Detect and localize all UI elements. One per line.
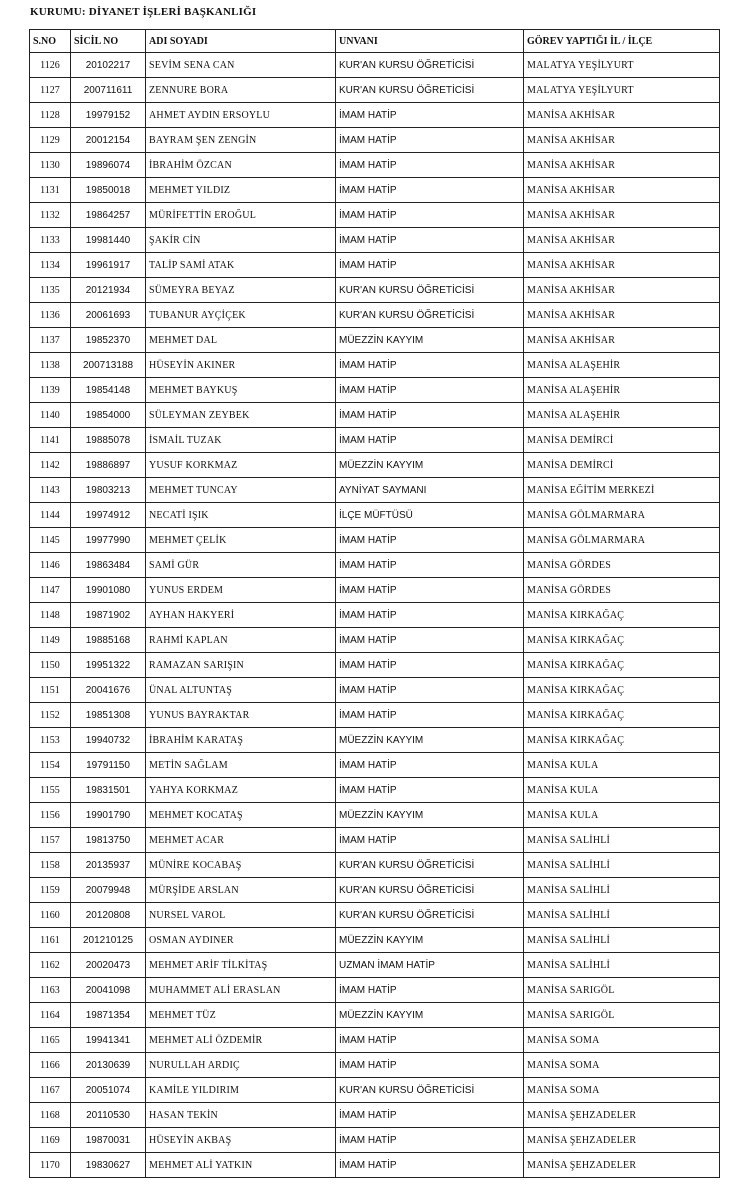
table-body <box>30 53 720 1178</box>
cell-title: İMAM HATİP <box>336 678 524 703</box>
cell-name: MEHMET ALİ ÖZDEMİR <box>146 1028 336 1053</box>
cell-sicil-no: 20051074 <box>71 1078 146 1103</box>
table-row <box>30 253 720 278</box>
table-row <box>30 103 720 128</box>
cell-title: MÜEZZİN KAYYIM <box>336 328 524 353</box>
cell-title: AYNİYAT SAYMANI <box>336 478 524 503</box>
cell-name: İSMAİL TUZAK <box>146 428 336 453</box>
cell-sicil-no: 19901080 <box>71 578 146 603</box>
cell-sicil-no: 19885168 <box>71 628 146 653</box>
cell-name: MEHMET KOCATAŞ <box>146 803 336 828</box>
cell-location: MALATYA YEŞİLYURT <box>524 53 720 78</box>
cell-location: MANİSA ŞEHZADELER <box>524 1103 720 1128</box>
cell-sno: 1165 <box>30 1028 71 1053</box>
cell-sno: 1141 <box>30 428 71 453</box>
cell-title: KUR'AN KURSU ÖĞRETİCİSİ <box>336 53 524 78</box>
cell-title: İMAM HATİP <box>336 653 524 678</box>
cell-name: SÜMEYRA BEYAZ <box>146 278 336 303</box>
cell-location: MANİSA SALİHLİ <box>524 953 720 978</box>
table-row <box>30 428 720 453</box>
cell-title: İMAM HATİP <box>336 1153 524 1178</box>
cell-title: İMAM HATİP <box>336 778 524 803</box>
cell-location: MANİSA SALİHLİ <box>524 828 720 853</box>
cell-location: MALATYA YEŞİLYURT <box>524 78 720 103</box>
table-row <box>30 203 720 228</box>
cell-name: NURSEL VAROL <box>146 903 336 928</box>
cell-sno: 1156 <box>30 803 71 828</box>
table-row <box>30 1003 720 1028</box>
cell-sno: 1126 <box>30 53 71 78</box>
cell-name: AHMET AYDIN ERSOYLU <box>146 103 336 128</box>
cell-title: İMAM HATİP <box>336 353 524 378</box>
cell-title: İMAM HATİP <box>336 428 524 453</box>
cell-title: MÜEZZİN KAYYIM <box>336 928 524 953</box>
cell-name: HASAN TEKİN <box>146 1103 336 1128</box>
cell-title: İMAM HATİP <box>336 1053 524 1078</box>
cell-sicil-no: 19979152 <box>71 103 146 128</box>
cell-sno: 1150 <box>30 653 71 678</box>
cell-location: MANİSA KULA <box>524 778 720 803</box>
cell-name: SEVİM SENA CAN <box>146 53 336 78</box>
cell-location: MANİSA AKHİSAR <box>524 303 720 328</box>
table-header-row <box>30 30 720 53</box>
cell-name: MÜRİFETTİN EROĞUL <box>146 203 336 228</box>
cell-sicil-no: 20121934 <box>71 278 146 303</box>
cell-title: UZMAN İMAM HATİP <box>336 953 524 978</box>
header-name: ADI SOYADI <box>146 30 336 53</box>
table-row <box>30 1078 720 1103</box>
cell-sno: 1167 <box>30 1078 71 1103</box>
cell-sicil-no: 19901790 <box>71 803 146 828</box>
cell-location: MANİSA SALİHLİ <box>524 878 720 903</box>
cell-sicil-no: 19854148 <box>71 378 146 403</box>
cell-title: İMAM HATİP <box>336 628 524 653</box>
table-row <box>30 678 720 703</box>
cell-sicil-no: 19850018 <box>71 178 146 203</box>
cell-title: İMAM HATİP <box>336 178 524 203</box>
cell-title: MÜEZZİN KAYYIM <box>336 453 524 478</box>
cell-title: KUR'AN KURSU ÖĞRETİCİSİ <box>336 278 524 303</box>
cell-sicil-no: 19791150 <box>71 753 146 778</box>
cell-name: İBRAHİM ÖZCAN <box>146 153 336 178</box>
cell-sno: 1158 <box>30 853 71 878</box>
cell-sicil-no: 200713188 <box>71 353 146 378</box>
cell-sicil-no: 19863484 <box>71 553 146 578</box>
cell-location: MANİSA DEMİRCİ <box>524 453 720 478</box>
cell-name: ŞAKİR CİN <box>146 228 336 253</box>
cell-title: KUR'AN KURSU ÖĞRETİCİSİ <box>336 303 524 328</box>
cell-sicil-no: 19981440 <box>71 228 146 253</box>
institution-heading: KURUMU: DİYANET İŞLERİ BAŞKANLIĞI <box>30 6 257 18</box>
cell-location: MANİSA KULA <box>524 753 720 778</box>
cell-sno: 1168 <box>30 1103 71 1128</box>
cell-name: RAMAZAN SARIŞIN <box>146 653 336 678</box>
cell-sicil-no: 20041676 <box>71 678 146 703</box>
cell-sno: 1166 <box>30 1053 71 1078</box>
table-row <box>30 303 720 328</box>
cell-sno: 1133 <box>30 228 71 253</box>
cell-sicil-no: 201210125 <box>71 928 146 953</box>
cell-name: MEHMET ÇELİK <box>146 528 336 553</box>
cell-title: İMAM HATİP <box>336 578 524 603</box>
table-row <box>30 403 720 428</box>
cell-name: TALİP SAMİ ATAK <box>146 253 336 278</box>
table-row <box>30 553 720 578</box>
cell-name: MÜRŞİDE ARSLAN <box>146 878 336 903</box>
cell-location: MANİSA KULA <box>524 803 720 828</box>
cell-sno: 1136 <box>30 303 71 328</box>
cell-sicil-no: 19871354 <box>71 1003 146 1028</box>
cell-location: MANİSA AKHİSAR <box>524 253 720 278</box>
cell-name: KAMİLE YILDIRIM <box>146 1078 336 1103</box>
cell-title: KUR'AN KURSU ÖĞRETİCİSİ <box>336 878 524 903</box>
table-row <box>30 1103 720 1128</box>
cell-sicil-no: 19830627 <box>71 1153 146 1178</box>
cell-location: MANİSA SALİHLİ <box>524 928 720 953</box>
cell-location: MANİSA EĞİTİM MERKEZİ <box>524 478 720 503</box>
cell-title: İMAM HATİP <box>336 253 524 278</box>
cell-sicil-no: 19871902 <box>71 603 146 628</box>
cell-name: MÜNİRE KOCABAŞ <box>146 853 336 878</box>
cell-sno: 1135 <box>30 278 71 303</box>
table-row <box>30 503 720 528</box>
cell-sicil-no: 19951322 <box>71 653 146 678</box>
table-row <box>30 928 720 953</box>
cell-name: MEHMET BAYKUŞ <box>146 378 336 403</box>
cell-location: MANİSA KIRKAĞAÇ <box>524 628 720 653</box>
header-sno: S.NO <box>30 30 71 53</box>
cell-sno: 1153 <box>30 728 71 753</box>
cell-name: BAYRAM ŞEN ZENGİN <box>146 128 336 153</box>
table-row <box>30 278 720 303</box>
cell-sicil-no: 19852370 <box>71 328 146 353</box>
cell-location: MANİSA ALAŞEHİR <box>524 353 720 378</box>
cell-name: HÜSEYİN AKINER <box>146 353 336 378</box>
table-row <box>30 78 720 103</box>
cell-sicil-no: 20041098 <box>71 978 146 1003</box>
cell-sno: 1157 <box>30 828 71 853</box>
cell-sicil-no: 19831501 <box>71 778 146 803</box>
cell-name: MEHMET ARİF TİLKİTAŞ <box>146 953 336 978</box>
cell-sicil-no: 200711611 <box>71 78 146 103</box>
cell-sicil-no: 19885078 <box>71 428 146 453</box>
table-row <box>30 178 720 203</box>
table-row <box>30 53 720 78</box>
cell-title: İLÇE MÜFTÜSÜ <box>336 503 524 528</box>
cell-name: YUSUF KORKMAZ <box>146 453 336 478</box>
cell-sno: 1149 <box>30 628 71 653</box>
cell-sicil-no: 20079948 <box>71 878 146 903</box>
cell-sno: 1147 <box>30 578 71 603</box>
cell-location: MANİSA KIRKAĞAÇ <box>524 678 720 703</box>
cell-name: MEHMET TUNCAY <box>146 478 336 503</box>
cell-title: KUR'AN KURSU ÖĞRETİCİSİ <box>336 853 524 878</box>
cell-name: RAHMİ KAPLAN <box>146 628 336 653</box>
header-sicil-no: SİCİL NO <box>71 30 146 53</box>
table-row <box>30 728 720 753</box>
cell-title: İMAM HATİP <box>336 603 524 628</box>
cell-title: İMAM HATİP <box>336 103 524 128</box>
cell-sicil-no: 19961917 <box>71 253 146 278</box>
cell-title: İMAM HATİP <box>336 553 524 578</box>
cell-name: NECATİ IŞIK <box>146 503 336 528</box>
table-row <box>30 803 720 828</box>
cell-location: MANİSA KIRKAĞAÇ <box>524 653 720 678</box>
cell-sno: 1154 <box>30 753 71 778</box>
cell-location: MANİSA GÖLMARMARA <box>524 503 720 528</box>
cell-title: İMAM HATİP <box>336 153 524 178</box>
cell-sicil-no: 19813750 <box>71 828 146 853</box>
cell-sno: 1152 <box>30 703 71 728</box>
cell-location: MANİSA SALİHLİ <box>524 853 720 878</box>
cell-location: MANİSA AKHİSAR <box>524 203 720 228</box>
cell-title: İMAM HATİP <box>336 203 524 228</box>
table-row <box>30 603 720 628</box>
cell-title: İMAM HATİP <box>336 228 524 253</box>
cell-title: İMAM HATİP <box>336 1128 524 1153</box>
cell-sno: 1143 <box>30 478 71 503</box>
table-row <box>30 753 720 778</box>
cell-name: YUNUS BAYRAKTAR <box>146 703 336 728</box>
cell-sicil-no: 20135937 <box>71 853 146 878</box>
cell-sno: 1140 <box>30 403 71 428</box>
cell-title: KUR'AN KURSU ÖĞRETİCİSİ <box>336 78 524 103</box>
cell-sno: 1164 <box>30 1003 71 1028</box>
cell-sno: 1170 <box>30 1153 71 1178</box>
cell-title: İMAM HATİP <box>336 378 524 403</box>
cell-name: OSMAN AYDINER <box>146 928 336 953</box>
cell-location: MANİSA AKHİSAR <box>524 128 720 153</box>
cell-location: MANİSA ŞEHZADELER <box>524 1153 720 1178</box>
cell-title: MÜEZZİN KAYYIM <box>336 1003 524 1028</box>
cell-location: MANİSA ALAŞEHİR <box>524 403 720 428</box>
cell-sno: 1163 <box>30 978 71 1003</box>
cell-sno: 1129 <box>30 128 71 153</box>
table-row <box>30 1028 720 1053</box>
cell-name: ZENNURE BORA <box>146 78 336 103</box>
table-row <box>30 228 720 253</box>
cell-location: MANİSA AKHİSAR <box>524 228 720 253</box>
cell-location: MANİSA SARIGÖL <box>524 978 720 1003</box>
table-row <box>30 528 720 553</box>
cell-title: İMAM HATİP <box>336 128 524 153</box>
cell-sicil-no: 20130639 <box>71 1053 146 1078</box>
cell-title: İMAM HATİP <box>336 403 524 428</box>
cell-title: İMAM HATİP <box>336 1103 524 1128</box>
cell-sicil-no: 19851308 <box>71 703 146 728</box>
cell-location: MANİSA ŞEHZADELER <box>524 1128 720 1153</box>
cell-title: KUR'AN KURSU ÖĞRETİCİSİ <box>336 903 524 928</box>
cell-name: TUBANUR AYÇİÇEK <box>146 303 336 328</box>
cell-sicil-no: 19941341 <box>71 1028 146 1053</box>
table-row <box>30 903 720 928</box>
cell-name: MEHMET DAL <box>146 328 336 353</box>
table-row <box>30 828 720 853</box>
cell-location: MANİSA DEMİRCİ <box>524 428 720 453</box>
cell-title: İMAM HATİP <box>336 978 524 1003</box>
cell-sno: 1134 <box>30 253 71 278</box>
cell-location: MANİSA KIRKAĞAÇ <box>524 703 720 728</box>
table-row <box>30 328 720 353</box>
cell-name: ÜNAL ALTUNTAŞ <box>146 678 336 703</box>
cell-sno: 1142 <box>30 453 71 478</box>
cell-name: MEHMET ALİ YATKIN <box>146 1153 336 1178</box>
table-row <box>30 878 720 903</box>
cell-sno: 1146 <box>30 553 71 578</box>
cell-title: MÜEZZİN KAYYIM <box>336 728 524 753</box>
cell-sicil-no: 19870031 <box>71 1128 146 1153</box>
cell-name: MEHMET ACAR <box>146 828 336 853</box>
cell-name: MEHMET YILDIZ <box>146 178 336 203</box>
cell-name: METİN SAĞLAM <box>146 753 336 778</box>
cell-name: MEHMET TÜZ <box>146 1003 336 1028</box>
cell-location: MANİSA ALAŞEHİR <box>524 378 720 403</box>
cell-sno: 1160 <box>30 903 71 928</box>
cell-location: MANİSA SOMA <box>524 1078 720 1103</box>
cell-location: MANİSA AKHİSAR <box>524 153 720 178</box>
cell-sicil-no: 19864257 <box>71 203 146 228</box>
cell-sicil-no: 19896074 <box>71 153 146 178</box>
table-row <box>30 778 720 803</box>
cell-location: MANİSA SARIGÖL <box>524 1003 720 1028</box>
cell-sno: 1137 <box>30 328 71 353</box>
cell-title: İMAM HATİP <box>336 703 524 728</box>
cell-location: MANİSA AKHİSAR <box>524 178 720 203</box>
cell-name: SÜLEYMAN ZEYBEK <box>146 403 336 428</box>
cell-sicil-no: 20012154 <box>71 128 146 153</box>
cell-sno: 1127 <box>30 78 71 103</box>
cell-title: MÜEZZİN KAYYIM <box>336 803 524 828</box>
cell-sicil-no: 20020473 <box>71 953 146 978</box>
cell-name: YAHYA KORKMAZ <box>146 778 336 803</box>
cell-sno: 1131 <box>30 178 71 203</box>
cell-location: MANİSA SOMA <box>524 1028 720 1053</box>
cell-sno: 1145 <box>30 528 71 553</box>
cell-sicil-no: 20061693 <box>71 303 146 328</box>
table-row <box>30 853 720 878</box>
cell-name: AYHAN HAKYERİ <box>146 603 336 628</box>
cell-sno: 1155 <box>30 778 71 803</box>
cell-location: MANİSA GÖLMARMARA <box>524 528 720 553</box>
cell-sno: 1159 <box>30 878 71 903</box>
cell-title: KUR'AN KURSU ÖĞRETİCİSİ <box>336 1078 524 1103</box>
cell-location: MANİSA SOMA <box>524 1053 720 1078</box>
cell-sno: 1139 <box>30 378 71 403</box>
table-row <box>30 628 720 653</box>
cell-location: MANİSA AKHİSAR <box>524 103 720 128</box>
cell-name: YUNUS ERDEM <box>146 578 336 603</box>
cell-sno: 1151 <box>30 678 71 703</box>
table-row <box>30 978 720 1003</box>
cell-location: MANİSA GÖRDES <box>524 578 720 603</box>
table-row <box>30 953 720 978</box>
cell-sno: 1162 <box>30 953 71 978</box>
table-row <box>30 128 720 153</box>
table-row <box>30 453 720 478</box>
table-row <box>30 703 720 728</box>
table-row <box>30 1128 720 1153</box>
cell-sno: 1130 <box>30 153 71 178</box>
cell-name: NURULLAH ARDIÇ <box>146 1053 336 1078</box>
table-row <box>30 1053 720 1078</box>
cell-sicil-no: 20120808 <box>71 903 146 928</box>
table-row <box>30 578 720 603</box>
cell-location: MANİSA KIRKAĞAÇ <box>524 728 720 753</box>
cell-sicil-no: 19886897 <box>71 453 146 478</box>
table-row <box>30 353 720 378</box>
cell-sno: 1128 <box>30 103 71 128</box>
cell-sicil-no: 19974912 <box>71 503 146 528</box>
cell-title: İMAM HATİP <box>336 1028 524 1053</box>
cell-name: MUHAMMET ALİ ERASLAN <box>146 978 336 1003</box>
cell-sicil-no: 19854000 <box>71 403 146 428</box>
personnel-table <box>29 29 720 1178</box>
cell-location: MANİSA AKHİSAR <box>524 278 720 303</box>
header-title: UNVANI <box>336 30 524 53</box>
table-row <box>30 478 720 503</box>
cell-location: MANİSA GÖRDES <box>524 553 720 578</box>
cell-sno: 1148 <box>30 603 71 628</box>
cell-sno: 1132 <box>30 203 71 228</box>
cell-sicil-no: 19977990 <box>71 528 146 553</box>
cell-sno: 1144 <box>30 503 71 528</box>
cell-location: MANİSA KIRKAĞAÇ <box>524 603 720 628</box>
cell-location: MANİSA AKHİSAR <box>524 328 720 353</box>
table-row <box>30 378 720 403</box>
table-row <box>30 153 720 178</box>
table-row <box>30 653 720 678</box>
cell-title: İMAM HATİP <box>336 753 524 778</box>
cell-sicil-no: 20102217 <box>71 53 146 78</box>
table-row <box>30 1153 720 1178</box>
cell-sno: 1138 <box>30 353 71 378</box>
cell-location: MANİSA SALİHLİ <box>524 903 720 928</box>
cell-name: SAMİ GÜR <box>146 553 336 578</box>
header-location: GÖREV YAPTIĞI İL / İLÇE <box>524 30 720 53</box>
cell-title: İMAM HATİP <box>336 528 524 553</box>
cell-sno: 1169 <box>30 1128 71 1153</box>
cell-sicil-no: 20110530 <box>71 1103 146 1128</box>
cell-name: HÜSEYİN AKBAŞ <box>146 1128 336 1153</box>
cell-name: İBRAHİM KARATAŞ <box>146 728 336 753</box>
cell-sicil-no: 19940732 <box>71 728 146 753</box>
cell-sno: 1161 <box>30 928 71 953</box>
cell-sicil-no: 19803213 <box>71 478 146 503</box>
cell-title: İMAM HATİP <box>336 828 524 853</box>
